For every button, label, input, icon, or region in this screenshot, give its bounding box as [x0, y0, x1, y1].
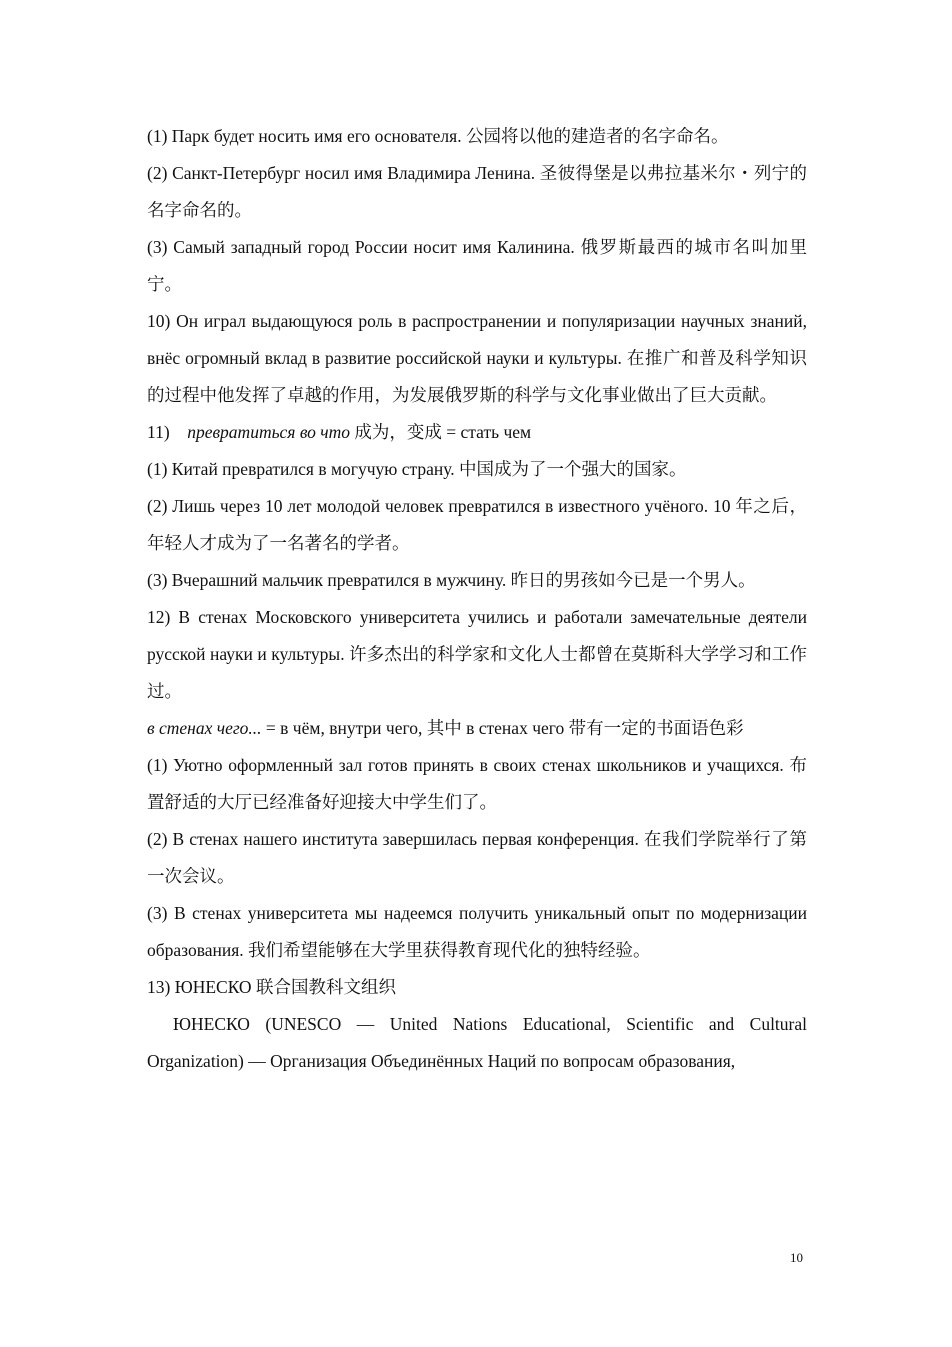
page-body: [147, 118, 807, 1080]
unesco-paragraph: ЮНЕСКО (UNESCO — United Nations Educational, Scientific and Cultural Organization) — Организация Объединённых Наций по вопросам образования,: [147, 1014, 807, 1071]
example-1-park: (1) Парк будет носить имя его основателя. 公园将以他的建造者的名字命名。: [147, 126, 729, 146]
item-13-heading: 13) ЮНЕСКО 联合国教科文组织: [147, 977, 396, 997]
example-1-china: (1) Китай превратился в могучую страну. 中国成为了一个强大的国家。: [147, 459, 687, 479]
page-number: 10: [790, 1250, 803, 1265]
example-2-saint-petersburg: (2) Санкт-Петербург носил имя Владимира Ленина. 圣彼得堡是以弗拉基米尔・列宁的名字命名的。: [147, 163, 807, 220]
item-12-paragraph: 12) В стенах Московского университета учились и работали замечательные деятели русской науки и культуры. 许多杰出的科学家和文化人士都曾在莫斯科大学学习和工作过。: [147, 607, 807, 701]
example-1-hall: (1) Уютно оформленный зал готов принять в своих стенах школьников и учащихся. 布置舒适的大厅已经准备好迎接大中学生们了。: [147, 755, 807, 812]
item-10-paragraph: 10) Он играл выдающуюся роль в распространении и популяризации научных знаний, внёс огромный вклад в развитие российской науки и культуры. 在推广和普及科学知识的过程中他发挥了卓越的作用，为发展俄罗斯的科学与文化事业做出了巨大贡献。: [147, 311, 807, 405]
idiom-definition: = в чём, внутри чего, 其中 в стенах чего 带有一定的书面语色彩: [261, 718, 744, 738]
example-3-kaliningrad: (3) Самый западный город России носит имя Калинина. 俄罗斯最西的城市名叫加里宁。: [147, 237, 807, 294]
item-11-definition: 成为，变成 = стать чем: [350, 422, 532, 442]
idiom-term: в стенах чего...: [147, 718, 262, 738]
idiom-v-stenakh: [147, 710, 807, 747]
example-2-conference: (2) В стенах нашего института завершилась первая конференция. 在我们学院举行了第一次会议。: [147, 829, 807, 886]
item-11-term: превратиться во что: [187, 422, 351, 442]
example-3-modernization: (3) В стенах университета мы надеемся получить уникальный опыт по модернизации образования. 我们希望能够在大学里获得教育现代化的独特经验。: [147, 903, 807, 960]
example-3-boy: (3) Вчерашний мальчик превратился в мужчину. 昨日的男孩如今已是一个男人。: [147, 570, 756, 590]
example-2-young-man: (2) Лишь через 10 лет молодой человек превратился в известного учёного. 10 年之后，年轻人才成为了一名著名的学者。: [147, 496, 807, 553]
item-11-heading: [147, 414, 807, 451]
item-11-number: 11): [147, 422, 170, 442]
